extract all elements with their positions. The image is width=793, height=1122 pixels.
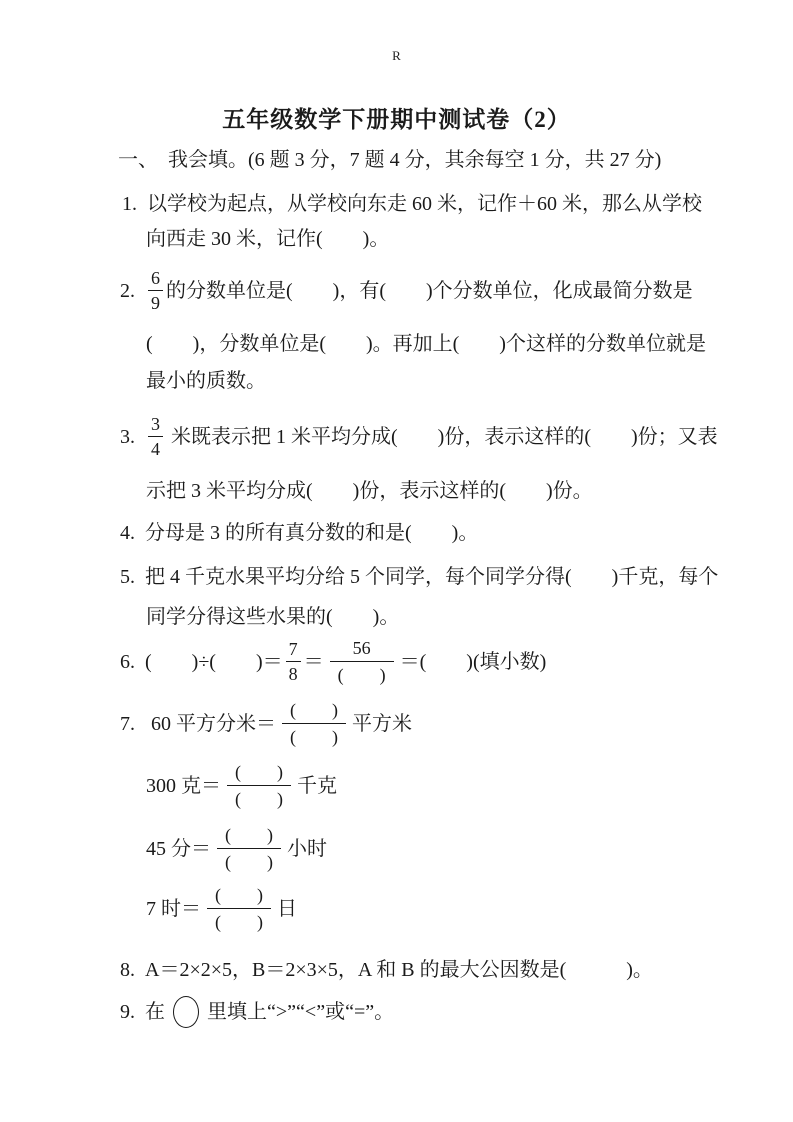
question-8-text: A＝2×2×5，B＝2×3×5，A 和 B 的最大公因数是( )。 — [145, 959, 653, 981]
question-1-line-1 — [122, 190, 702, 218]
question-4-text: 分母是 3 的所有真分数的和是( )。 — [145, 522, 479, 544]
question-1-number: 1. — [122, 193, 137, 215]
question-9-post: 里填上“>”“<”或“=”。 — [207, 1001, 395, 1023]
fraction-numerator-blank: ( ) — [235, 762, 283, 782]
question-2-line-2: ( )，分数单位是( )。再加上( )个这样的分数单位就是 — [146, 333, 706, 355]
question-5-line-2: 同学分得这些水果的( )。 — [146, 606, 400, 628]
question-5-line-1 — [120, 563, 718, 591]
fraction-numerator: 56 — [352, 638, 371, 658]
question-4-number: 4. — [120, 522, 135, 544]
fraction-denominator: ( ) — [337, 665, 386, 685]
question-6-equals: ＝ — [303, 650, 324, 673]
blank-fraction — [227, 761, 291, 810]
question-9-pre: 在 — [145, 1001, 165, 1023]
question-1-line-2: 向西走 30 米，记作( )。 — [146, 228, 390, 250]
question-7-number: 7. — [120, 712, 135, 735]
question-2-text: 的分数单位是( )，有( )个分数单位，化成最简分数是 — [166, 279, 693, 302]
question-5-text: 把 4 千克水果平均分给 5 个同学，每个同学分得( )千克，每个 — [145, 566, 719, 588]
question-3-number: 3. — [120, 425, 135, 448]
fraction-numerator-blank: ( ) — [225, 825, 273, 845]
question-5-number: 5. — [120, 566, 135, 588]
conversion-lhs: 60 平方分米＝ — [151, 712, 276, 735]
question-3-text: 米既表示把 1 米平均分成( )份，表示这样的( )份；又表 — [171, 425, 718, 448]
fraction-denominator-blank: ( ) — [290, 727, 338, 747]
fraction-56-blank — [330, 637, 394, 686]
fraction-denominator: 8 — [288, 664, 298, 684]
conversion-unit: 日 — [277, 897, 297, 920]
fraction-numerator-blank: ( ) — [290, 700, 338, 720]
fraction-denominator-blank: ( ) — [235, 789, 283, 809]
question-6-number: 6. — [120, 650, 135, 673]
conversion-unit: 小时 — [287, 837, 327, 860]
question-3-line-2: 示把 3 米平均分成( )份，表示这样的( )份。 — [146, 480, 593, 502]
fraction-numerator: 6 — [148, 268, 163, 291]
question-2-number: 2. — [120, 279, 135, 302]
question-8 — [120, 956, 653, 984]
corner-mark: R — [392, 48, 401, 63]
blank-fraction — [217, 824, 281, 873]
question-8-number: 8. — [120, 959, 135, 981]
blank-fraction — [282, 699, 346, 748]
fraction-3-4 — [148, 414, 163, 459]
question-3-line-1 — [120, 414, 718, 459]
question-7-row-3 — [146, 824, 327, 873]
fraction-numerator-blank: ( ) — [215, 885, 263, 905]
question-2-line-3: 最小的质数。 — [146, 370, 266, 392]
question-9-number: 9. — [120, 1001, 135, 1023]
question-4 — [120, 519, 478, 547]
fraction-7-8 — [286, 639, 301, 684]
question-1-text: 以学校为起点，从学校向东走 60 米，记作＋60 米，那么从学校 — [147, 193, 702, 215]
question-6-lead: ( )÷( )＝ — [145, 650, 283, 673]
page-title: 五年级数学下册期中测试卷（2） — [222, 107, 571, 132]
question-7-row-2 — [146, 761, 337, 810]
fraction-denominator-blank: ( ) — [215, 912, 263, 932]
fraction-denominator: 9 — [151, 293, 160, 313]
fraction-denominator: 4 — [151, 439, 160, 459]
fraction-numerator: 3 — [148, 414, 163, 437]
question-6 — [120, 637, 546, 686]
conversion-unit: 平方米 — [352, 712, 412, 735]
question-6-tail: ＝( )(填小数) — [399, 650, 547, 673]
question-9 — [120, 996, 394, 1028]
conversion-lhs: 45 分＝ — [146, 837, 211, 860]
conversion-lhs: 300 克＝ — [146, 774, 221, 797]
question-7-row-1 — [120, 699, 412, 748]
conversion-unit: 千克 — [297, 774, 337, 797]
compare-circle-blank — [173, 996, 199, 1028]
conversion-lhs: 7 时＝ — [146, 897, 201, 920]
blank-fraction — [207, 884, 271, 933]
fraction-denominator-blank: ( ) — [225, 852, 273, 872]
fraction-6-9 — [148, 268, 163, 313]
fraction-numerator: 7 — [286, 639, 301, 662]
section-heading: 一、 我会填。(6 题 3 分，7 题 4 分，其余每空 1 分，共 27 分) — [118, 149, 662, 171]
question-7-row-4 — [146, 884, 297, 933]
question-2-line-1 — [120, 268, 693, 313]
